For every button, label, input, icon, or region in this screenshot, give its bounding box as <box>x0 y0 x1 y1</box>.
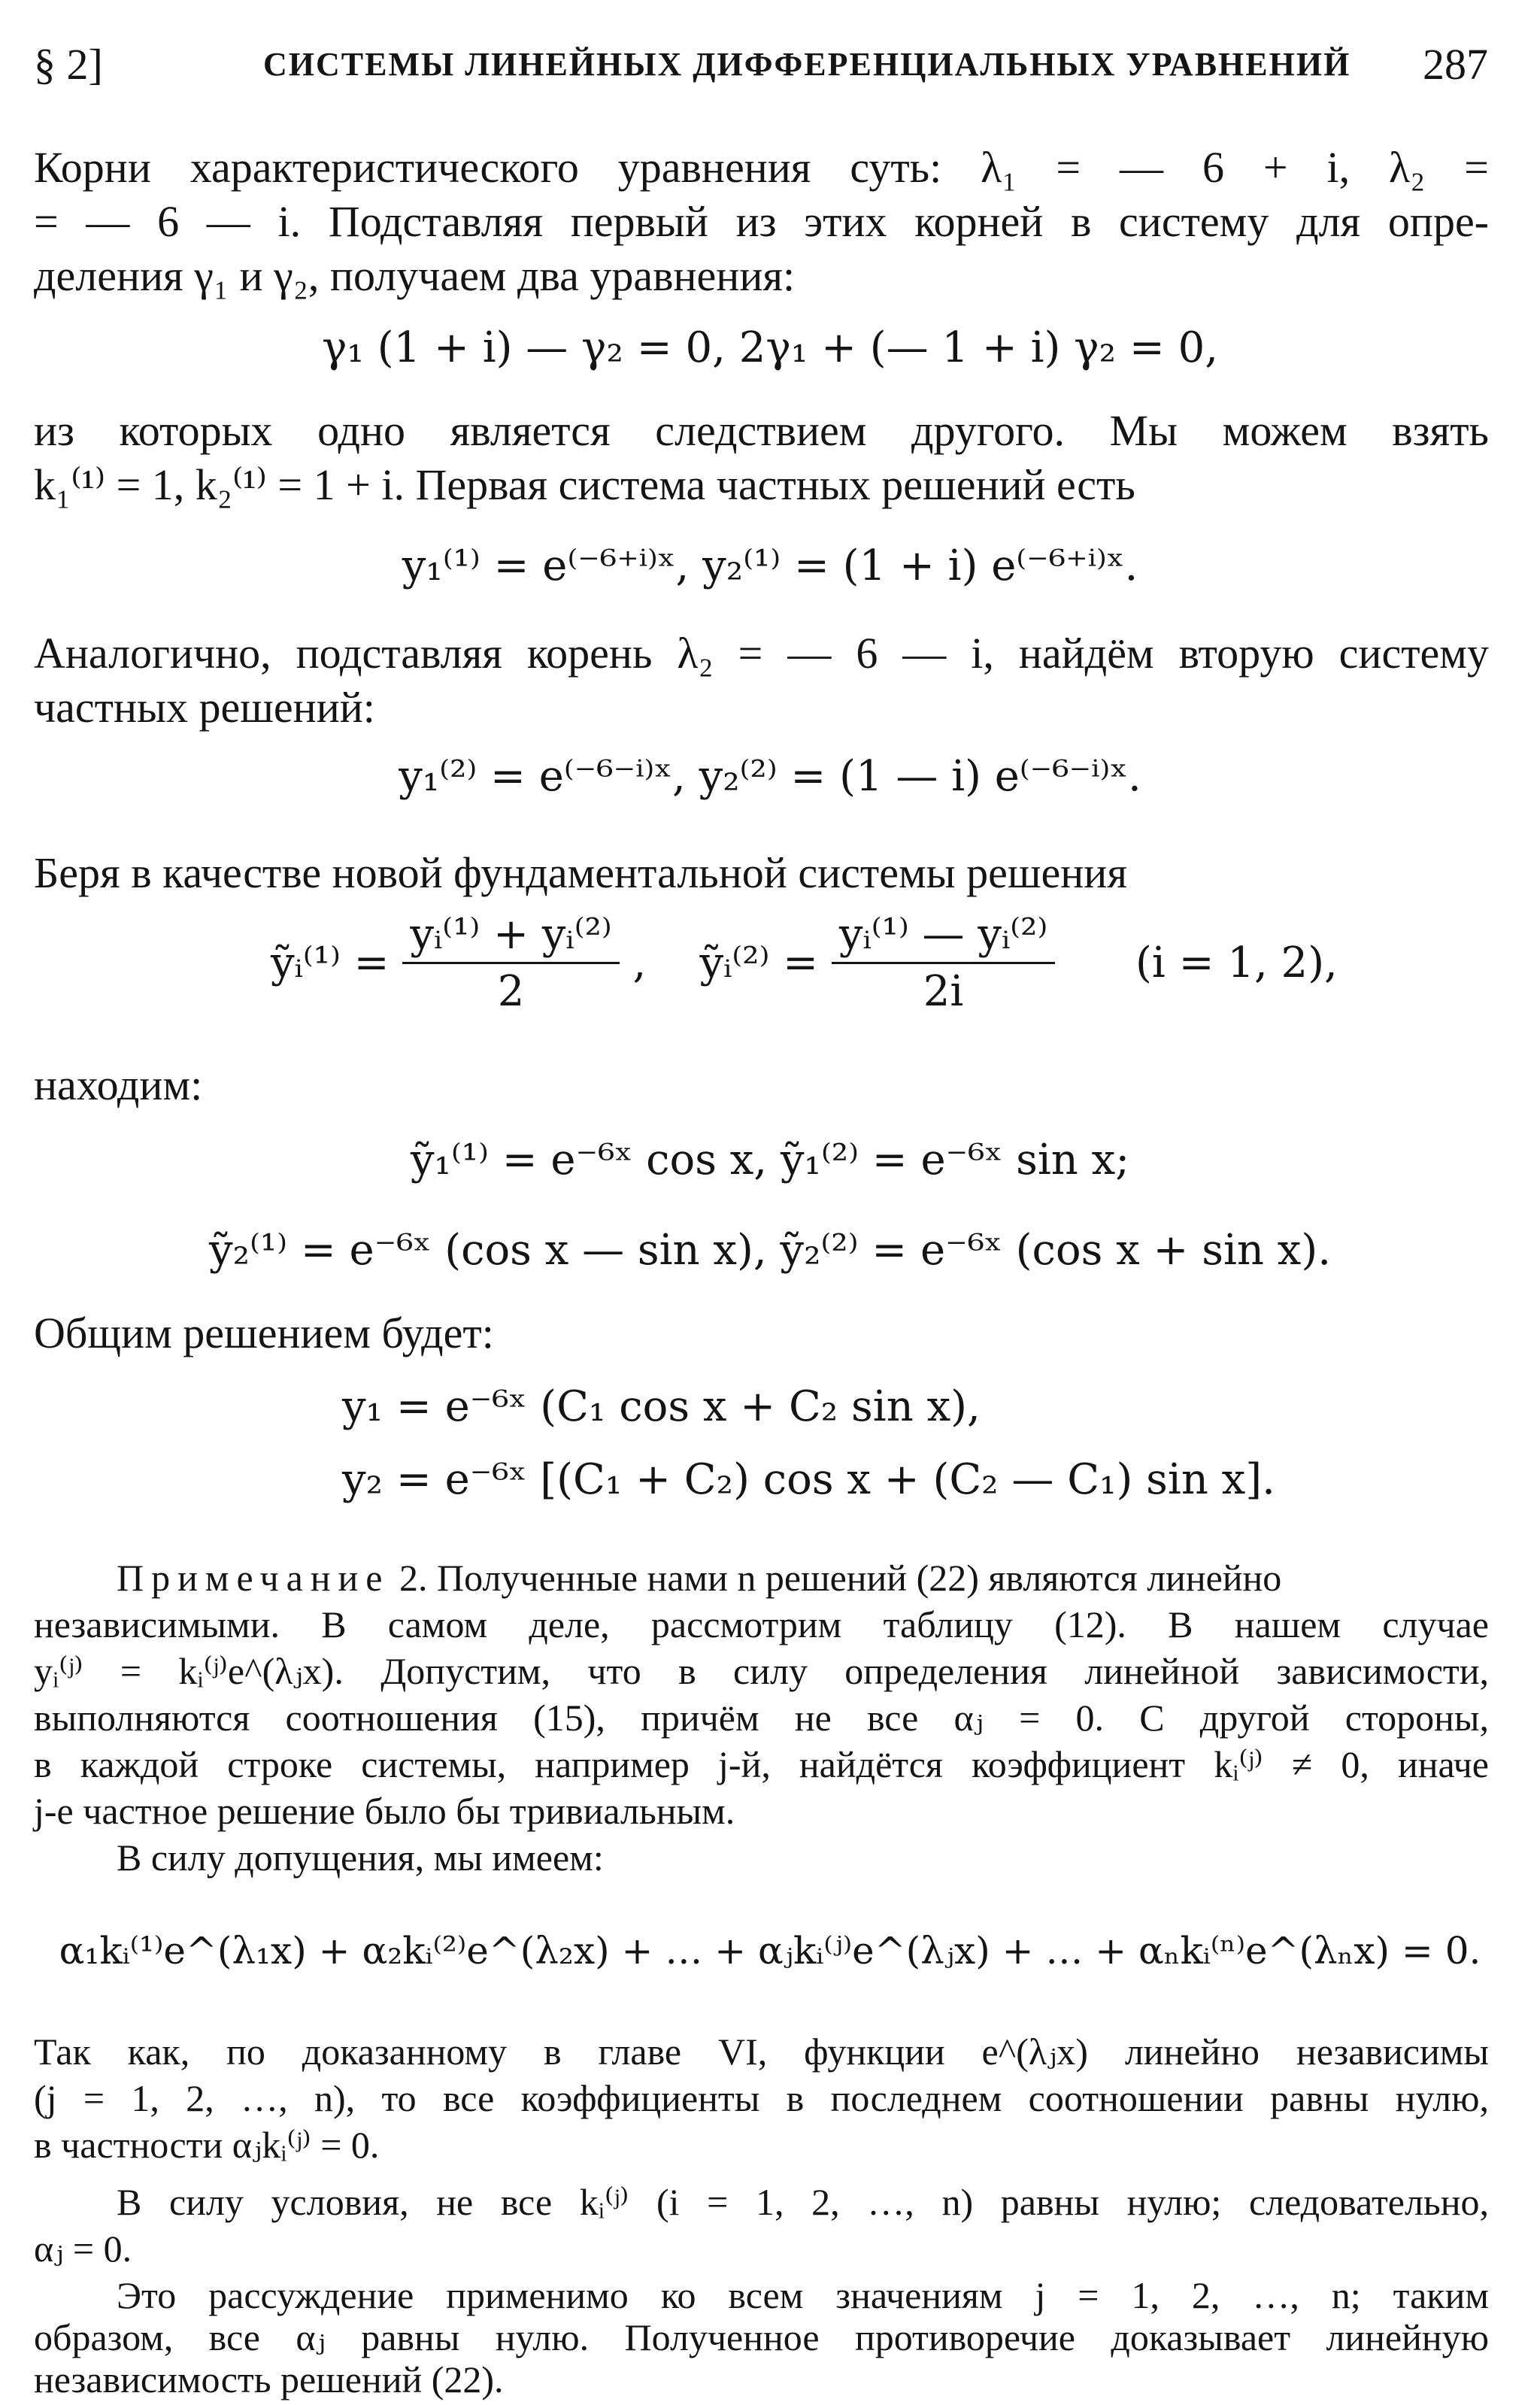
running-title: СИСТЕМЫ ЛИНЕЙНЫХ ДИФФЕРЕНЦИАЛЬНЫХ УРАВНЕНИЙ <box>263 46 1351 83</box>
text-line: выполняются соотношения (15), причём не все αⱼ = 0. С другой стороны, <box>34 1697 1489 1739</box>
equation: ỹ₁⁽¹⁾ = e⁻⁶ˣ cos x, ỹ₁⁽²⁾ = e⁻⁶ˣ sin x; <box>410 1136 1130 1184</box>
equation-condition: (i = 1, 2), <box>1135 939 1338 987</box>
text-line: независимость решений (22). <box>34 2358 504 2400</box>
text-line: В силу условия, не все kᵢ⁽ʲ⁾ (i = 1, 2, …, n) равны нулю; следовательно, <box>117 2181 1489 2223</box>
text-line: Беря в качестве новой фундаментальной системы решения <box>34 848 1128 897</box>
text-line: αⱼ = 0. <box>34 2228 132 2270</box>
fraction-equation: ỹᵢ⁽¹⁾ = $\frac{\text{yᵢ⁽¹⁾ + yᵢ⁽²⁾}}{2}$ , ỹᵢ⁽²⁾ = $\frac{\text{yᵢ⁽¹⁾ — yᵢ⁽²⁾}}{2i}$ (i = 1, 2), <box>271 910 1338 1016</box>
text-line: Корни характеристического уравнения суть: λ₁ = — 6 + i, λ₂ = <box>34 143 1489 192</box>
equation-lhs: ỹᵢ⁽²⁾ = <box>699 939 819 987</box>
section-marker: § 2] <box>34 40 103 89</box>
fraction-numerator: yᵢ⁽¹⁾ — yᵢ⁽²⁾ <box>832 910 1055 964</box>
text-line: Так как, по доказанному в главе VI, функции e^(λⱼx) линейно независимы <box>34 2030 1489 2073</box>
equation: y₁⁽²⁾ = e⁽⁻⁶⁻ⁱ⁾ˣ, y₂⁽²⁾ = (1 — i) e⁽⁻⁶⁻ⁱ⁾ˣ. <box>399 752 1141 801</box>
text-line: В силу допущения, мы имеем: <box>117 1836 604 1879</box>
text-line: частных решений: <box>34 683 375 732</box>
equation: γ₁ (1 + i) — γ₂ = 0, 2γ₁ + (— 1 + i) γ₂ = 0, <box>321 323 1219 372</box>
text-line: = — 6 — i. Подставляя первый из этих корней в систему для опре- <box>34 197 1489 246</box>
equation: α₁kᵢ⁽¹⁾e^(λ₁x) + α₂kᵢ⁽²⁾e^(λ₂x) + … + αⱼkᵢ⁽ʲ⁾e^(λⱼx) + … + αₙkᵢ⁽ⁿ⁾e^(λₙx) = 0. <box>59 1929 1481 1973</box>
fraction <box>832 910 1055 1016</box>
text-line: из которых одно является следствием другого. Мы можем взять <box>34 406 1489 455</box>
text-line: в каждой строке системы, например j-й, найдётся коэффициент kᵢ⁽ʲ⁾ ≠ 0, иначе <box>34 1743 1489 1785</box>
page-number: 287 <box>1423 40 1488 89</box>
equation: y₁⁽¹⁾ = e⁽⁻⁶⁺ⁱ⁾ˣ, y₂⁽¹⁾ = (1 + i) e⁽⁻⁶⁺ⁱ⁾ˣ. <box>402 541 1138 590</box>
text-line: yᵢ⁽ʲ⁾ = kᵢ⁽ʲ⁾e^(λⱼx). Допустим, что в силу определения линейной зависимости, <box>34 1650 1489 1692</box>
text-line: Это рассуждение применимо ко всем значениям j = 1, 2, …, n; таким <box>117 2274 1489 2316</box>
fraction-numerator: yᵢ⁽¹⁾ + yᵢ⁽²⁾ <box>402 910 619 964</box>
text-line: Аналогично, подставляя корень λ₂ = — 6 — i, найдём вторую систему <box>34 629 1489 678</box>
note-label: Примечание <box>117 1557 390 1599</box>
text-line: образом, все αⱼ равны нулю. Полученное противоречие доказывает линейную <box>34 2316 1489 2358</box>
fraction-denominator: 2 <box>497 967 525 1016</box>
text-line: j-е частное решение было бы тривиальным. <box>34 1790 735 1832</box>
note-text: 2. Полученные нами n решений (22) являются линейно <box>390 1557 1282 1599</box>
text-line: в частности αⱼkᵢ⁽ʲ⁾ = 0. <box>34 2124 380 2166</box>
fraction <box>402 910 619 1016</box>
equation: y₂ = e⁻⁶ˣ [(C₁ + C₂) cos x + (C₂ — C₁) sin x]. <box>342 1455 1275 1504</box>
text-line: (j = 1, 2, …, n), то все коэффициенты в последнем соотношении равны нулю, <box>34 2077 1489 2119</box>
equation-lhs: ỹᵢ⁽¹⁾ = <box>271 939 390 987</box>
equation: y₁ = e⁻⁶ˣ (C₁ cos x + C₂ sin x), <box>342 1382 981 1431</box>
text-line: находим: <box>34 1060 203 1109</box>
text-line: деления γ₁ и γ₂, получаем два уравнения: <box>34 251 796 300</box>
text-line: Общим решением будет: <box>34 1309 494 1357</box>
text-line: k₁⁽¹⁾ = 1, k₂⁽¹⁾ = 1 + i. Первая система частных решений есть <box>34 460 1135 509</box>
text-line: независимыми. В самом деле, рассмотрим таблицу (12). В нашем случае <box>34 1603 1489 1645</box>
fraction-denominator: 2i <box>923 967 964 1016</box>
note-first-line <box>117 1557 1281 1599</box>
equation: ỹ₂⁽¹⁾ = e⁻⁶ˣ (cos x — sin x), ỹ₂⁽²⁾ = e⁻⁶ˣ (cos x + sin x). <box>208 1226 1331 1275</box>
